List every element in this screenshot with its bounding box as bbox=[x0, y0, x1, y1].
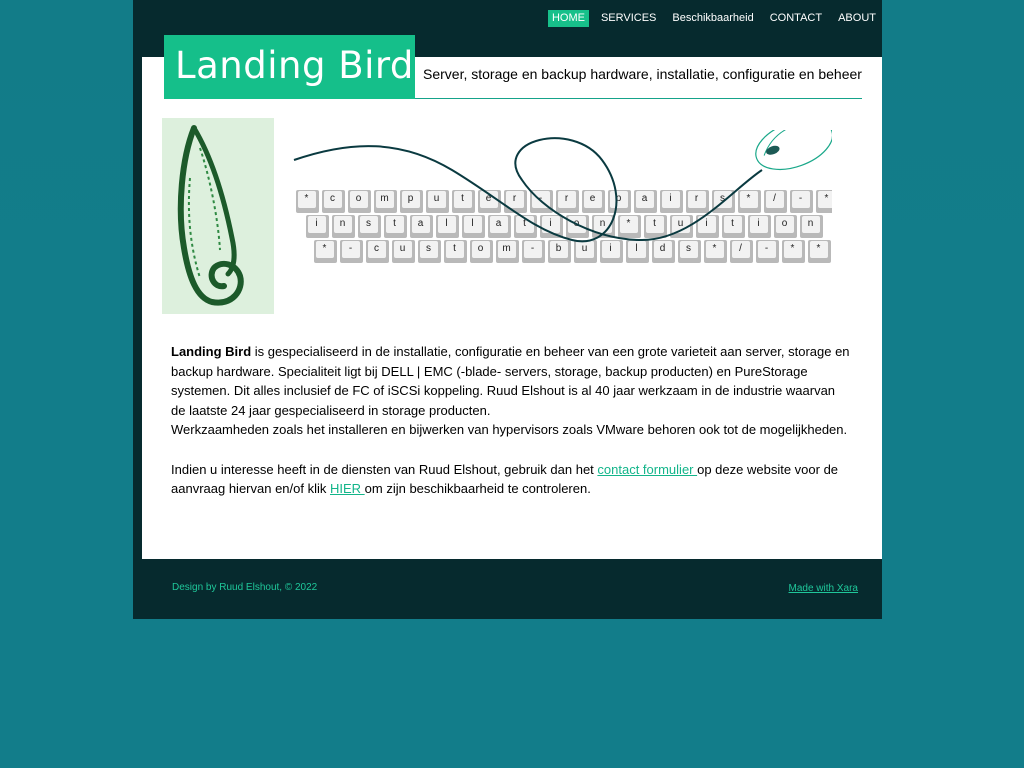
made-with-xara-link[interactable]: Made with Xara bbox=[788, 583, 858, 594]
keyboard-key bbox=[756, 240, 779, 263]
keyboard-key bbox=[358, 215, 381, 238]
header-divider bbox=[415, 98, 862, 99]
svg-text:r: r bbox=[694, 193, 699, 204]
keyboard-key bbox=[314, 240, 337, 263]
svg-text:t: t bbox=[731, 218, 734, 229]
svg-text:a: a bbox=[417, 218, 424, 229]
availability-link[interactable]: HIER bbox=[329, 481, 365, 497]
svg-text:t: t bbox=[393, 218, 396, 229]
contact-text-a: Indien u interesse heeft in de diensten van Ruud Elshout, gebruik dan het bbox=[171, 461, 598, 477]
svg-text:c: c bbox=[330, 193, 335, 204]
keyboard-key bbox=[410, 215, 433, 238]
keyboard-key bbox=[634, 190, 657, 213]
site-tagline: Server, storage en backup hardware, installatie, configuratie en beheer bbox=[423, 66, 862, 82]
contact-paragraph bbox=[171, 460, 851, 499]
keyboard-key bbox=[444, 240, 467, 263]
keyboard-key bbox=[582, 190, 605, 213]
keyboard-key bbox=[782, 240, 805, 263]
keyboard-key bbox=[600, 240, 623, 263]
keyboard-key bbox=[436, 215, 459, 238]
keyboard-key bbox=[686, 190, 709, 213]
keyboard-key bbox=[322, 190, 345, 213]
svg-text:*: * bbox=[746, 193, 751, 204]
svg-text:r: r bbox=[564, 193, 569, 204]
keyboard-key bbox=[488, 215, 511, 238]
svg-text:t: t bbox=[453, 243, 456, 254]
svg-text:u: u bbox=[581, 243, 588, 254]
svg-text:s: s bbox=[686, 243, 691, 254]
keyboard-key bbox=[730, 240, 753, 263]
svg-text:n: n bbox=[599, 218, 606, 229]
svg-text:o: o bbox=[477, 243, 484, 254]
intro-paragraph bbox=[171, 342, 851, 440]
svg-text:t: t bbox=[653, 218, 656, 229]
keyboard-key bbox=[764, 190, 787, 213]
keyboard-key bbox=[678, 240, 701, 263]
keyboard-key bbox=[660, 190, 683, 213]
keyboard-key bbox=[652, 240, 675, 263]
mouse-icon bbox=[749, 130, 832, 179]
nav-home[interactable]: HOME bbox=[548, 10, 589, 27]
keyboard-key bbox=[548, 240, 571, 263]
svg-text:p: p bbox=[615, 193, 622, 204]
keyboard-key bbox=[374, 190, 397, 213]
svg-text:i: i bbox=[315, 218, 318, 229]
main-nav bbox=[540, 10, 880, 27]
svg-text:u: u bbox=[433, 193, 440, 204]
nav-beschikbaarheid[interactable]: Beschikbaarheid bbox=[672, 12, 754, 24]
svg-text:t: t bbox=[461, 193, 464, 204]
keyboard-key bbox=[366, 240, 389, 263]
site-logo[interactable] bbox=[164, 35, 415, 99]
svg-text:*: * bbox=[790, 243, 795, 254]
keyboard-key bbox=[774, 215, 797, 238]
svg-text:-: - bbox=[530, 243, 535, 254]
keyboard-key bbox=[504, 190, 527, 213]
contact-form-link[interactable]: contact formulier bbox=[597, 461, 698, 477]
keyboard-key bbox=[522, 240, 545, 263]
svg-text:*: * bbox=[712, 243, 717, 254]
svg-text:*: * bbox=[304, 193, 309, 204]
keyboard-key bbox=[816, 190, 832, 213]
keyboard-key bbox=[470, 240, 493, 263]
bird-drawing-image bbox=[162, 118, 274, 314]
footer-copyright: Design by Ruud Elshout, © 2022 bbox=[172, 582, 318, 593]
keyboard-key bbox=[496, 240, 519, 263]
keyboard-key bbox=[400, 190, 423, 213]
svg-text:*: * bbox=[816, 243, 821, 254]
svg-text:-: - bbox=[764, 243, 769, 254]
main-text bbox=[171, 342, 851, 499]
keyboard-key bbox=[426, 190, 449, 213]
svg-text:u: u bbox=[677, 218, 684, 229]
keyboard-key bbox=[392, 240, 415, 263]
keyboard-key bbox=[566, 215, 589, 238]
keyboard-key bbox=[722, 215, 745, 238]
nav-about[interactable]: ABOUT bbox=[838, 12, 876, 24]
svg-text:r: r bbox=[512, 193, 517, 204]
keyboard-key bbox=[340, 240, 363, 263]
svg-text:b: b bbox=[555, 243, 562, 254]
svg-text:n: n bbox=[339, 218, 346, 229]
nav-services[interactable]: SERVICES bbox=[600, 12, 657, 24]
keyboard-key bbox=[808, 240, 831, 263]
nav-contact[interactable]: CONTACT bbox=[769, 12, 823, 24]
svg-text:a: a bbox=[641, 193, 648, 204]
svg-text:/: / bbox=[773, 193, 776, 204]
keyboard-key bbox=[306, 215, 329, 238]
keyboard-key bbox=[452, 190, 475, 213]
contact-text-c: om zijn beschikbaarheid te controleren. bbox=[364, 481, 591, 497]
intro-text: is gespecialiseerd in de installatie, configuratie en beheer van een grote varieteit aan server, storage en backup hardware. Specialiteit ligt bij DELL | EMC (-blade- servers, storage, backup producten) en PureStorage systemen. Dit alles inclusief de FC of iSCSi koppeling. Ruud Elshout is al 40 jaar werkzaam in de industrie waarvan de laatste 24 jaar gespecialiseerd in storage producten. bbox=[171, 344, 850, 418]
keyboard-key bbox=[348, 190, 371, 213]
keyboard-key bbox=[384, 215, 407, 238]
keyboard-key bbox=[644, 215, 667, 238]
keyboard-key bbox=[738, 190, 761, 213]
keyboard-key bbox=[556, 190, 579, 213]
keyboard-key bbox=[462, 215, 485, 238]
keyboard-key bbox=[800, 215, 823, 238]
svg-text:i: i bbox=[757, 218, 760, 229]
keyboard-key bbox=[332, 215, 355, 238]
svg-text:l: l bbox=[635, 243, 638, 254]
svg-text:t: t bbox=[523, 218, 526, 229]
svg-text:o: o bbox=[573, 218, 580, 229]
keyboard-key bbox=[608, 190, 631, 213]
company-name: Landing Bird bbox=[171, 344, 252, 359]
svg-text:i: i bbox=[669, 193, 672, 204]
svg-text:c: c bbox=[374, 243, 379, 254]
keyboard-key bbox=[790, 190, 813, 213]
keyboard-key bbox=[618, 215, 641, 238]
svg-text:/: / bbox=[739, 243, 742, 254]
svg-text:n: n bbox=[807, 218, 814, 229]
svg-text:*: * bbox=[322, 243, 327, 254]
svg-text:*: * bbox=[626, 218, 631, 229]
svg-text:m: m bbox=[380, 193, 389, 204]
keyboard-key bbox=[418, 240, 441, 263]
svg-text:o: o bbox=[781, 218, 788, 229]
contact-text-b: op deze website voor de aanvraag hiervan en/of klik bbox=[171, 461, 839, 497]
svg-text:s: s bbox=[426, 243, 431, 254]
svg-text:-: - bbox=[798, 193, 803, 204]
svg-text:-: - bbox=[538, 193, 543, 204]
services-text: Werkzaamheden zoals het installeren en bijwerken van hypervisors zoals VMware behoren ook tot de mogelijkheden. bbox=[171, 422, 848, 438]
keyboard-key bbox=[626, 240, 649, 263]
svg-text:m: m bbox=[502, 243, 511, 254]
svg-text:s: s bbox=[366, 218, 371, 229]
svg-text:o: o bbox=[355, 193, 362, 204]
svg-text:a: a bbox=[495, 218, 502, 229]
keyboard-key bbox=[574, 240, 597, 263]
svg-text:i: i bbox=[705, 218, 708, 229]
svg-text:u: u bbox=[399, 243, 406, 254]
svg-text:p: p bbox=[407, 193, 414, 204]
svg-text:e: e bbox=[485, 193, 492, 204]
logo-text: Landing Bird bbox=[175, 44, 414, 87]
svg-text:l: l bbox=[445, 218, 448, 229]
svg-text:i: i bbox=[549, 218, 552, 229]
keyboard-key bbox=[748, 215, 771, 238]
keyboard-mouse-graphic bbox=[292, 130, 832, 270]
keyboard-key bbox=[704, 240, 727, 263]
keyboard-key bbox=[296, 190, 319, 213]
svg-text:e: e bbox=[589, 193, 596, 204]
svg-text:*: * bbox=[824, 193, 829, 204]
site-footer bbox=[142, 559, 882, 619]
svg-text:d: d bbox=[659, 243, 666, 254]
svg-text:-: - bbox=[348, 243, 353, 254]
keyboard-key bbox=[540, 215, 563, 238]
svg-text:l: l bbox=[471, 218, 474, 229]
svg-text:s: s bbox=[720, 193, 725, 204]
svg-text:i: i bbox=[609, 243, 612, 254]
